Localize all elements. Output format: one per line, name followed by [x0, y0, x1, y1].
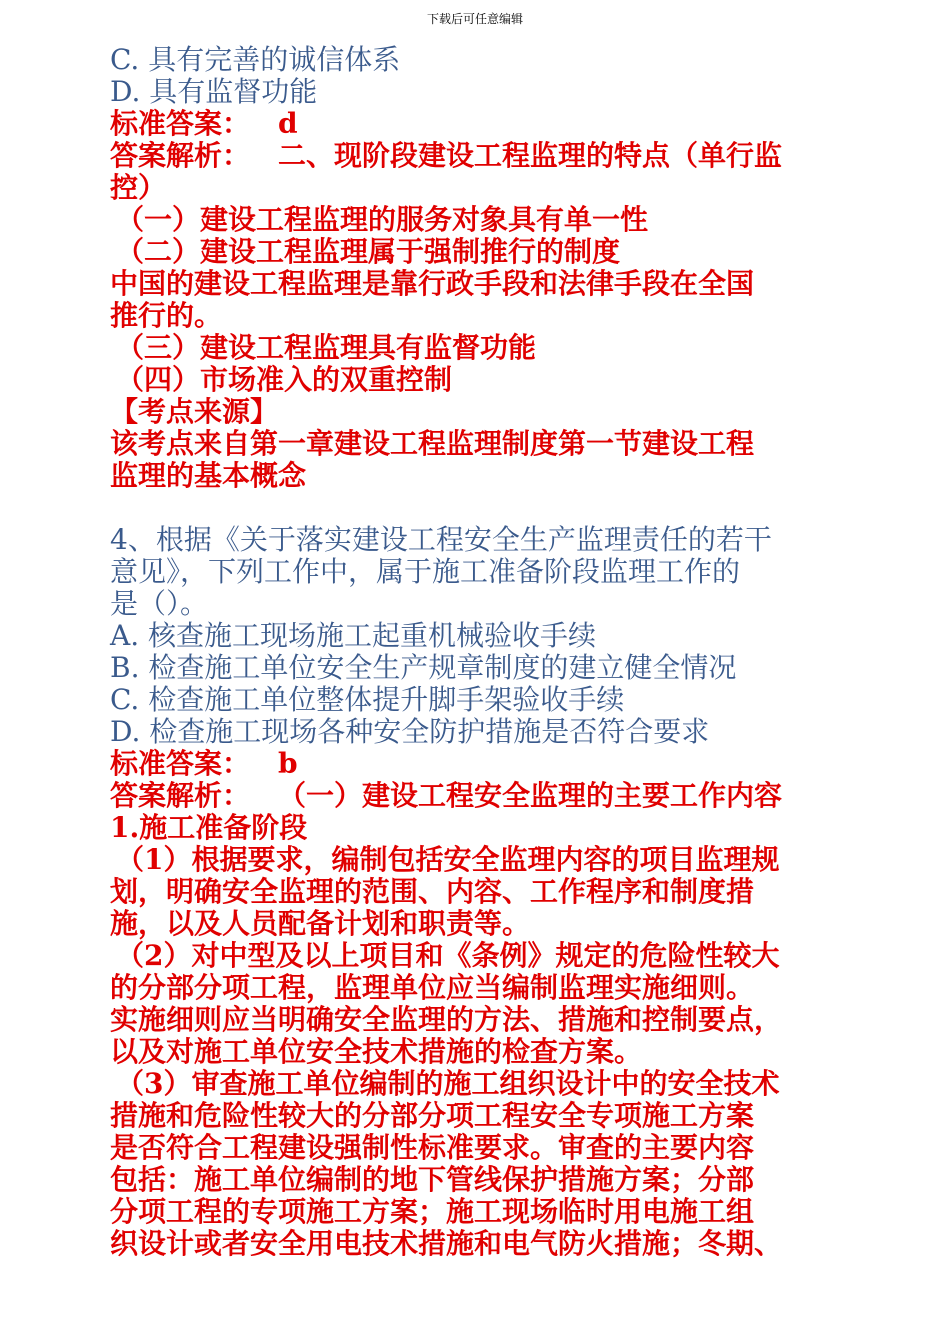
q3-analysis-line-5: 推行的。 [110, 299, 223, 332]
q4-analysis-line-14: 织设计或者安全用电技术措施和电气防火措施；冬期、 [110, 1227, 783, 1260]
q3-source-line-2: 监理的基本概念 [110, 459, 307, 492]
q4-analysis-line-0 [110, 780, 870, 812]
q4-analysis-line-8: 以及对施工单位安全技术措施的检查方案。 [110, 1035, 643, 1068]
q4-analysis-label: 答案解析： [110, 779, 251, 812]
q4-answer [110, 748, 870, 780]
q3-option-d: D. 具有监督功能 [110, 75, 318, 108]
q4-analysis-line-11: 是否符合工程建设强制性标准要求。审查的主要内容 [110, 1131, 755, 1164]
q4-option-c: C. 检查施工单位整体提升脚手架验收手续 [110, 683, 625, 716]
q3-option-c: C. 具有完善的诚信体系 [110, 43, 401, 76]
q4-analysis-line-7: 实施细则应当明确安全监理的方法、措施和控制要点， [110, 1003, 783, 1036]
paragraph-spacer [110, 492, 870, 524]
q3-analysis-line-7: （四）市场准入的双重控制 [116, 363, 453, 396]
q3-analysis-line-0 [110, 140, 870, 172]
q4-option-a: A. 核查施工现场施工起重机械验收手续 [110, 619, 597, 652]
q4-analysis-text: （一）建设工程安全监理的主要工作内容 [278, 779, 783, 812]
q4-analysis-line-9: （3）审查施工单位编制的施工组织设计中的安全技术 [116, 1067, 780, 1100]
q3-analysis-line-1: 控） [110, 171, 167, 204]
q4-analysis-line-3: 划，明确安全监理的范围、内容、工作程序和制度措 [110, 875, 755, 908]
q4-analysis-line-12: 包括：施工单位编制的地下管线保护措施方案；分部 [110, 1163, 755, 1196]
page-header-note: 下载后可任意编辑 [426, 12, 523, 26]
q4-analysis-line-6: 的分部分项工程，监理单位应当编制监理实施细则。 [110, 971, 755, 1004]
q3-analysis-line-3: （二）建设工程监理属于强制推行的制度 [116, 235, 621, 268]
q4-analysis-line-1: 1.施工准备阶段 [110, 811, 308, 844]
q3-analysis-text: 二、现阶段建设工程监理的特点（单行监 [278, 139, 783, 172]
q3-analysis-line-2: （一）建设工程监理的服务对象具有单一性 [116, 203, 649, 236]
q4-analysis-line-5: （2）对中型及以上项目和《条例》规定的危险性较大 [116, 939, 780, 972]
q4-answer-value: b [278, 747, 298, 780]
q3-source-line-1: 该考点来自第一章建设工程监理制度第一节建设工程 [110, 427, 755, 460]
document-body [110, 44, 870, 1260]
q4-analysis-line-13: 分项工程的专项施工方案；施工现场临时用电施工组 [110, 1195, 755, 1228]
q4-question-line-2: 是（）。 [110, 587, 209, 620]
q3-analysis-line-4: 中国的建设工程监理是靠行政手段和法律手段在全国 [110, 267, 755, 300]
q4-analysis-line-10: 措施和危险性较大的分部分项工程安全专项施工方案 [110, 1099, 755, 1132]
q4-answer-label: 标准答案： [110, 747, 251, 780]
q4-question-line-0: 4、根据《关于落实建设工程安全生产监理责任的若干 [110, 523, 772, 556]
q4-question-line-1: 意见》，下列工作中，属于施工准备阶段监理工作的 [110, 555, 741, 588]
q4-analysis-line-2: （1）根据要求，编制包括安全监理内容的项目监理规 [116, 843, 780, 876]
q4-option-b: B. 检查施工单位安全生产规章制度的建立健全情况 [110, 651, 737, 684]
q3-analysis-label: 答案解析： [110, 139, 251, 172]
q3-answer-label: 标准答案： [110, 107, 251, 140]
q3-analysis-line-6: （三）建设工程监理具有监督功能 [116, 331, 537, 364]
q4-analysis-line-4: 施，以及人员配备计划和职责等。 [110, 907, 531, 940]
q3-source-heading: 【考点来源】 [110, 395, 279, 428]
q3-answer-value: d [278, 107, 298, 140]
q3-answer [110, 108, 870, 140]
q4-option-d: D. 检查施工现场各种安全防护措施是否符合要求 [110, 715, 710, 748]
